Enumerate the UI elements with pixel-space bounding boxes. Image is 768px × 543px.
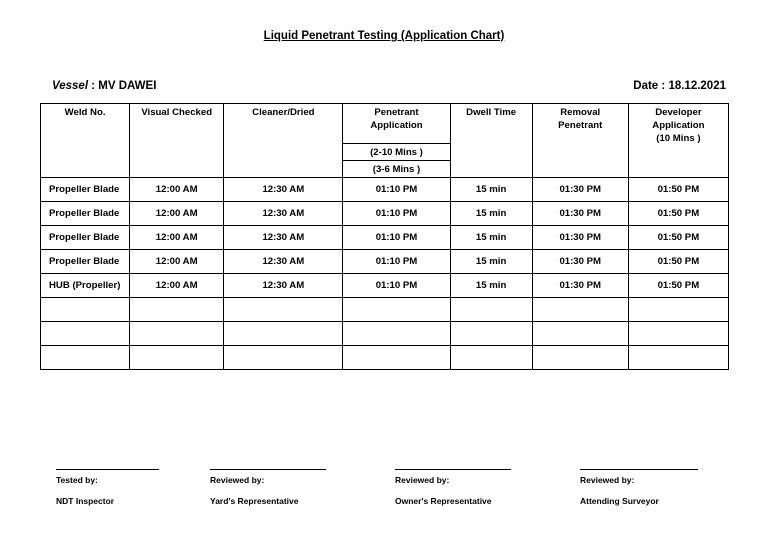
signature-label: Reviewed by:	[580, 475, 635, 485]
cell-removal-penetrant	[532, 346, 628, 370]
cell-developer-application: 01:50 PM	[628, 226, 728, 250]
table-row	[41, 202, 729, 226]
page-title: Liquid Penetrant Testing (Application Chart)	[263, 30, 505, 42]
cell-dwell-time: 15 min	[450, 202, 532, 226]
table-row	[41, 274, 729, 298]
table-row	[41, 250, 729, 274]
vessel-name: MV DAWEI	[98, 80, 157, 92]
signature-line	[580, 469, 698, 470]
cell-visual-checked: 12:00 AM	[130, 178, 224, 202]
signature-label: Reviewed by:	[210, 475, 265, 485]
signature-label: Tested by:	[56, 475, 98, 485]
header-penetrant-time-1: (2-10 Mins )	[343, 144, 450, 161]
cell-dwell-time: 15 min	[450, 274, 532, 298]
signature-role: Attending Surveyor	[580, 496, 659, 506]
cell-weld-no: Propeller Blade	[41, 226, 130, 250]
cell-penetrant-application	[343, 346, 450, 370]
signature-block-ndt-inspector	[56, 469, 159, 508]
cell-weld-no: HUB (Propeller)	[41, 274, 130, 298]
signature-block-owner-representative	[395, 469, 511, 508]
cell-dwell-time	[450, 322, 532, 346]
cell-dwell-time	[450, 346, 532, 370]
cell-weld-no: Propeller Blade	[41, 202, 130, 226]
cell-developer-application: 01:50 PM	[628, 274, 728, 298]
header-developer-line2: Application	[652, 120, 705, 131]
header-dwell-time: Dwell Time	[450, 104, 532, 178]
date-value: 18.12.2021	[668, 80, 726, 92]
cell-dwell-time: 15 min	[450, 178, 532, 202]
signature-line	[395, 469, 511, 470]
cell-weld-no	[41, 346, 130, 370]
cell-removal-penetrant	[532, 298, 628, 322]
vessel-label: Vessel	[52, 80, 89, 92]
cell-weld-no	[41, 322, 130, 346]
header-developer-line3: (10 Mins )	[656, 133, 701, 144]
table-row-empty	[41, 322, 729, 346]
cell-removal-penetrant: 01:30 PM	[532, 250, 628, 274]
cell-removal-penetrant: 01:30 PM	[532, 178, 628, 202]
cell-cleaner-dried	[224, 322, 343, 346]
cell-weld-no: Propeller Blade	[41, 250, 130, 274]
header-developer-line1: Developer	[655, 107, 702, 118]
cell-dwell-time: 15 min	[450, 250, 532, 274]
cell-penetrant-application: 01:10 PM	[343, 202, 450, 226]
signature-role: NDT Inspector	[56, 496, 115, 506]
date-separator: :	[658, 80, 669, 92]
header-removal-line1: Removal	[560, 107, 601, 118]
date-line	[633, 80, 726, 92]
signature-role: Owner's Representative	[395, 496, 492, 506]
cell-cleaner-dried: 12:30 AM	[224, 274, 343, 298]
header-developer-application	[628, 104, 728, 178]
cell-developer-application	[628, 346, 728, 370]
signature-line	[210, 469, 326, 470]
table-row-empty	[41, 346, 729, 370]
application-chart-table	[40, 103, 729, 370]
header-removal-line2: Penetrant	[558, 120, 603, 131]
cell-penetrant-application: 01:10 PM	[343, 250, 450, 274]
cell-penetrant-application: 01:10 PM	[343, 274, 450, 298]
header-removal-penetrant	[532, 104, 628, 178]
cell-visual-checked: 12:00 AM	[130, 202, 224, 226]
cell-cleaner-dried	[224, 346, 343, 370]
cell-penetrant-application: 01:10 PM	[343, 226, 450, 250]
cell-developer-application	[628, 298, 728, 322]
vessel-separator: :	[88, 80, 99, 92]
signature-block-yard-representative	[210, 469, 326, 508]
cell-dwell-time: 15 min	[450, 226, 532, 250]
cell-penetrant-application	[343, 322, 450, 346]
cell-developer-application: 01:50 PM	[628, 250, 728, 274]
table-row	[41, 226, 729, 250]
cell-weld-no: Propeller Blade	[41, 178, 130, 202]
cell-removal-penetrant	[532, 322, 628, 346]
cell-cleaner-dried: 12:30 AM	[224, 250, 343, 274]
vessel-line	[52, 80, 156, 92]
header-penetrant-application	[343, 104, 450, 144]
cell-removal-penetrant: 01:30 PM	[532, 202, 628, 226]
cell-developer-application: 01:50 PM	[628, 178, 728, 202]
cell-cleaner-dried: 12:30 AM	[224, 202, 343, 226]
table-row	[41, 178, 729, 202]
cell-visual-checked	[130, 346, 224, 370]
cell-visual-checked: 12:00 AM	[130, 250, 224, 274]
cell-removal-penetrant: 01:30 PM	[532, 226, 628, 250]
cell-cleaner-dried: 12:30 AM	[224, 226, 343, 250]
cell-removal-penetrant: 01:30 PM	[532, 274, 628, 298]
cell-dwell-time	[450, 298, 532, 322]
header-weld-no: Weld No.	[41, 104, 130, 178]
cell-visual-checked: 12:00 AM	[130, 226, 224, 250]
header-visual-checked: Visual Checked	[130, 104, 224, 178]
cell-visual-checked	[130, 298, 224, 322]
header-cleaner-dried: Cleaner/Dried	[224, 104, 343, 178]
cell-developer-application: 01:50 PM	[628, 202, 728, 226]
cell-developer-application	[628, 322, 728, 346]
cell-visual-checked	[130, 322, 224, 346]
cell-penetrant-application	[343, 298, 450, 322]
cell-weld-no	[41, 298, 130, 322]
header-penetrant-line2: Application	[370, 120, 423, 131]
signature-line	[56, 469, 159, 470]
cell-cleaner-dried: 12:30 AM	[224, 178, 343, 202]
cell-penetrant-application: 01:10 PM	[343, 178, 450, 202]
date-label: Date	[633, 80, 659, 92]
cell-cleaner-dried	[224, 298, 343, 322]
table-row-empty	[41, 298, 729, 322]
signature-role: Yard's Representative	[210, 496, 299, 506]
header-penetrant-time-2: (3-6 Mins )	[343, 161, 450, 178]
cell-visual-checked: 12:00 AM	[130, 274, 224, 298]
header-penetrant-line1: Penetrant	[374, 107, 419, 118]
table-header-row	[41, 104, 729, 144]
signature-block-attending-surveyor	[580, 469, 698, 508]
signature-label: Reviewed by:	[395, 475, 450, 485]
